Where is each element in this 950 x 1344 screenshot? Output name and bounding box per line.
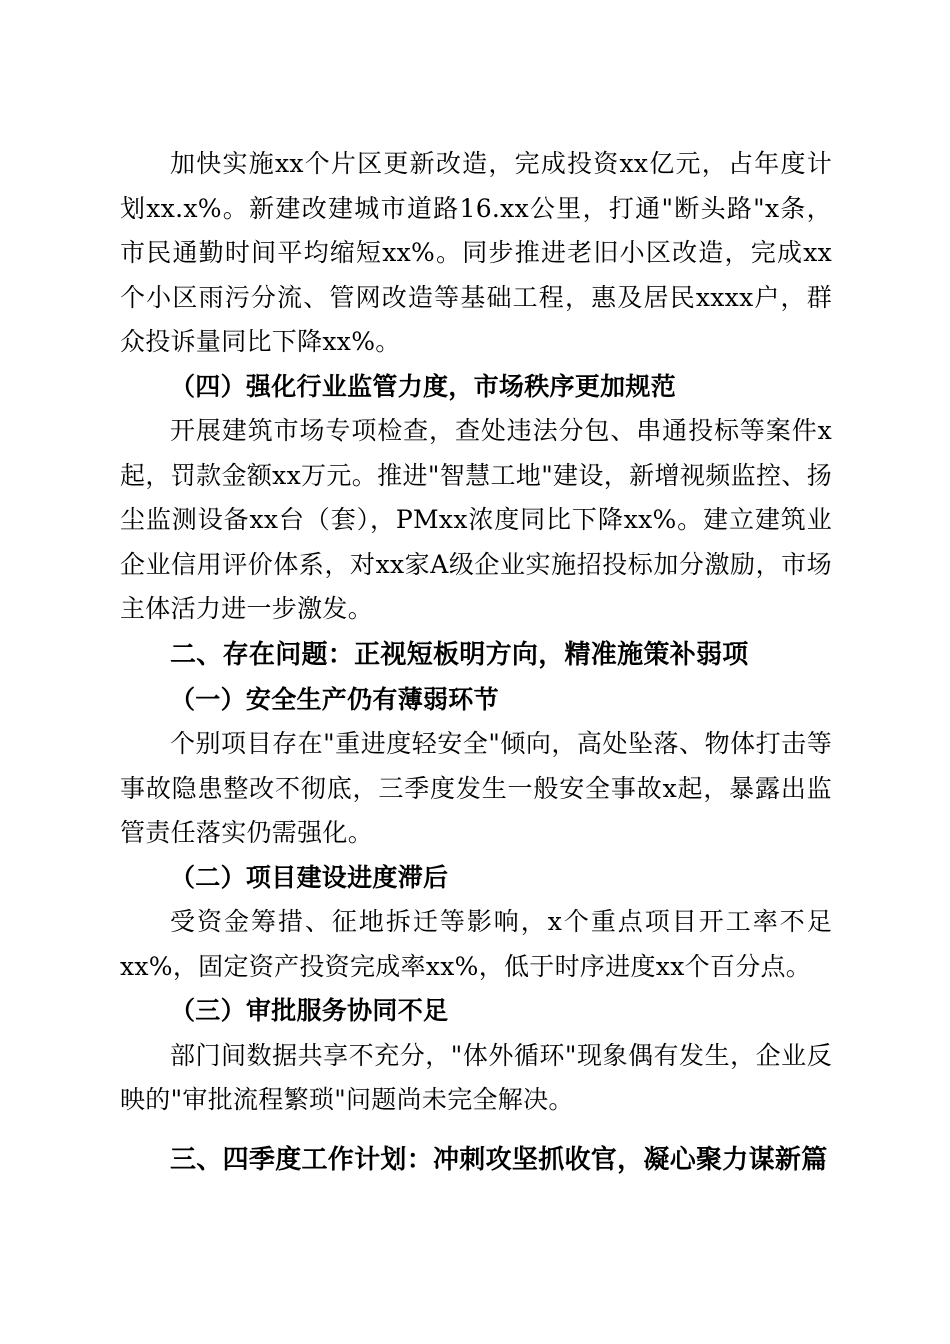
- subheading-safety-weakness: （一）安全生产仍有薄弱环节: [170, 684, 499, 714]
- subheading-project-delay: （二）项目建设进度滞后: [170, 862, 449, 892]
- subheading-industry-supervision: （四）强化行业监管力度，市场秩序更加规范: [170, 371, 677, 401]
- paragraph-market-inspection: 开展建筑市场专项检查，查处违法分包、串通投标等案件x起，罚款金额xx万元。推进"智慧工地"建设，新增视频监控、扬尘监测设备xx台（套），PMxx浓度同比下降xx%。建立建筑业企业信用评价体系，对xx家A级企业实施招投标加分激励，市场主体活力进一步激发。: [120, 416, 832, 623]
- paragraph-approval: 部门间数据共享不充分，"体外循环"现象偶有发生，企业反映的"审批流程繁琐"问题尚未完全解决。: [120, 1040, 832, 1114]
- section-heading-problems: 二、存在问题：正视短板明方向，精准施策补弱项: [170, 639, 749, 670]
- subheading-approval-coordination: （三）审批服务协同不足: [170, 996, 449, 1025]
- paragraph-project-delay: 受资金筹措、征地拆迁等影响，x个重点项目开工率不足xx%，固定资产投资完成率xx%，低于时序进度xx个百分点。: [120, 907, 832, 981]
- document-page: [120, 142, 832, 1183]
- paragraph-safety: 个别项目存在"重进度轻安全"倾向，高处坠落、物体打击等事故隐患整改不彻底，三季度发生一般安全事故x起，暴露出监管责任落实仍需强化。: [120, 729, 832, 847]
- section-heading-q4-plan: 三、四季度工作计划：冲刺攻坚抓收官，凝心聚力谋新篇: [170, 1144, 828, 1175]
- paragraph-urban-renewal: 加快实施xx个片区更新改造，完成投资xx亿元，占年度计划xx.x%。新建改建城市道路16.xx公里，打通"断头路"x条，市民通勤时间平均缩短xx%。同步推进老旧小区改造，完成xx个小区雨污分流、管网改造等基础工程，惠及居民xxxx户，群众投诉量同比下降xx%。: [120, 149, 832, 356]
